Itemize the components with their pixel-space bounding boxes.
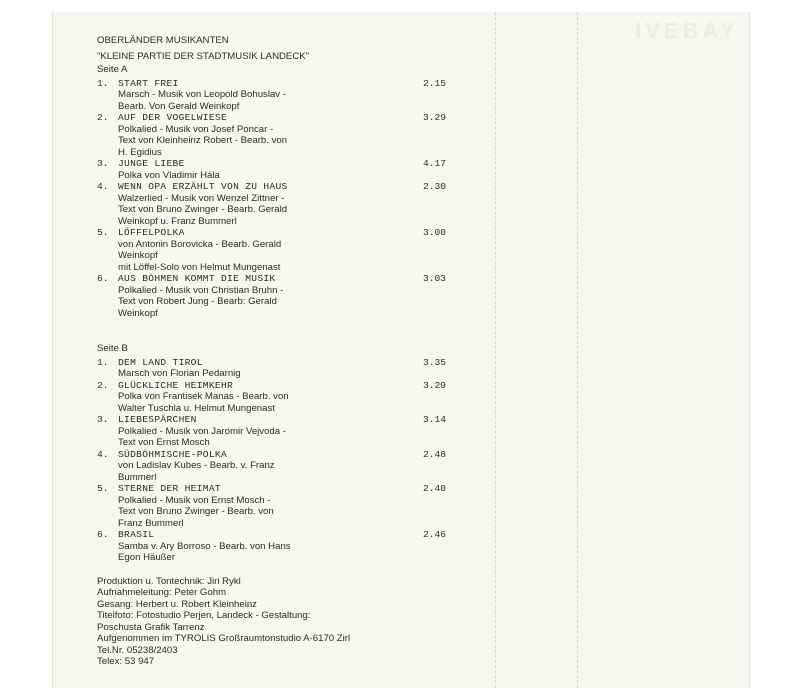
track-duration: 3.35 [423, 356, 447, 368]
track-number: 3. [97, 158, 109, 169]
track-details [118, 529, 423, 564]
track-item [97, 227, 457, 273]
track-details [118, 158, 423, 181]
track-credit-line: Polka von Vladimir Hála [118, 169, 220, 181]
track-title: GLÜCKLICHE HEIMKEHR [118, 379, 234, 391]
track-title: START FREI [118, 77, 179, 89]
track-title: LÖFFELPOLKA [118, 227, 185, 238]
track-title: WENN OPA ERZÄHLT VON ZU HAUS [118, 181, 288, 192]
track-details [118, 414, 423, 449]
track-details [118, 357, 423, 380]
track-credit-line: Franz Bummerl [118, 517, 184, 529]
track-title: JUNGE LIEBE [118, 158, 185, 169]
track-duration: 3.00 [423, 227, 447, 238]
credit-line: Poschusta Grafik Tarrenz [97, 621, 205, 633]
track-credit-line: Polkalied - Musik von Christian Bruhn - [118, 284, 284, 296]
track-title: SÜDBÖHMISCHE-POLKA [118, 448, 228, 460]
track-credit-line: Walzerlied - Musik von Wenzel Zittner - [118, 192, 285, 204]
track-item [97, 483, 457, 529]
track-number: 1. [97, 356, 109, 368]
track-duration: 2.46 [423, 529, 447, 540]
track-credit-line: Weinkopf [118, 250, 158, 261]
track-duration: 3.29 [423, 112, 447, 123]
track-credit-line: Text von Bruno Zwinger - Bearb. Gerald [118, 204, 288, 215]
track-details [118, 449, 423, 484]
track-duration: 2.15 [423, 77, 447, 89]
track-title: DEM LAND TIROL [118, 356, 203, 368]
track-details [118, 483, 423, 529]
track-item [97, 380, 457, 415]
track-credit-line: Bummerl [118, 471, 157, 483]
artist-name: OBERLÄNDER MUSIKANTEN [97, 35, 229, 46]
track-credit-line: Text von Kleinheinz Robert - Bearb. von [118, 135, 288, 146]
fold-line-left [495, 12, 496, 688]
track-item [97, 449, 457, 484]
track-title: BRASIL [118, 529, 155, 540]
track-details [118, 112, 423, 158]
track-credit-line: Polkalied - Musik von Jaromir Vejvoda - [118, 425, 286, 437]
track-credit-line: Weinkopf u. Franz Bummerl [118, 215, 237, 227]
track-details [118, 227, 423, 273]
track-details [118, 78, 423, 113]
track-item [97, 414, 457, 449]
track-details [118, 273, 423, 319]
credit-line: Produktion u. Tontechnik: Jiri Rykl [97, 575, 241, 587]
track-number: 2. [97, 112, 109, 123]
cassette-insert-card [52, 12, 750, 688]
track-credit-line: von Antonin Borovicka - Bearb. Gerald [118, 238, 282, 250]
track-number: 1. [97, 77, 109, 89]
side-a-label: Seite A [97, 64, 128, 75]
track-item [97, 357, 457, 380]
track-credit-line: Walter Tuschla u. Helmut Mungenast [118, 402, 275, 414]
credit-line: Aufgenommen im TYROLIS Großraumtonstudio A-6170 Zirl [97, 633, 351, 644]
track-number: 4. [97, 448, 109, 460]
track-number: 5. [97, 483, 109, 494]
album-title: "KLEINE PARTIE DER STADTMUSIK LANDECK" [97, 50, 310, 62]
track-duration: 3.03 [423, 273, 447, 284]
fold-line-right [577, 12, 578, 688]
track-number: 6. [97, 273, 109, 284]
watermark: IVEBAY [635, 18, 739, 43]
track-duration: 3.29 [423, 379, 447, 391]
credit-line: Gesang: Herbert u. Robert Kleinheinz [97, 598, 257, 610]
track-number: 5. [97, 227, 109, 238]
side-b-tracklist [97, 357, 457, 564]
track-credit-line: Marsch von Florian Pedarnig [118, 368, 241, 379]
track-title: LIEBESPÄRCHEN [118, 414, 197, 425]
track-credit-line: Egon Häußer [118, 552, 176, 563]
credit-line: Telex: 53 947 [97, 656, 155, 667]
track-credit-line: Samba v. Ary Borroso - Bearb. von Hans [118, 540, 291, 552]
track-item [97, 529, 457, 564]
track-duration: 3.14 [423, 414, 447, 425]
track-credit-line: Polkalied - Musik von Josef Poncar - [118, 123, 274, 135]
track-number: 2. [97, 379, 109, 391]
track-credit-line: von Ladislav Kubes - Bearb. v. Franz [118, 460, 275, 471]
credit-line: Titelfoto: Fotostudio Perjen, Landeck - Gestaltung: [97, 610, 311, 621]
track-number: 3. [97, 414, 109, 425]
track-credit-line: Weinkopf [118, 307, 158, 319]
track-credit-line: H. Egidius [118, 146, 162, 158]
track-duration: 2.30 [423, 181, 447, 192]
track-credit-line: mit Löffel-Solo von Helmut Mungenast [118, 261, 281, 273]
credit-line: Aufnahmeleitung: Peter Gohm [97, 587, 227, 598]
track-details [118, 380, 423, 415]
production-credits [97, 576, 457, 668]
track-credit-line: Polka von Frantisek Manas - Bearb. von [118, 391, 289, 402]
track-credit-line: Bearb. Von Gerald Weinkopf [118, 100, 240, 112]
track-title: STERNE DER HEIMAT [118, 483, 221, 494]
track-number: 6. [97, 529, 109, 540]
track-item [97, 158, 457, 181]
track-credit-line: Text von Ernst Mosch [118, 437, 210, 448]
track-item [97, 273, 457, 319]
track-credit-line: Polkalied - Musik von Ernst Mosch - [118, 494, 271, 506]
track-item [97, 78, 457, 113]
side-b-label: Seite B [97, 343, 128, 354]
credit-line: Tel.Nr. 05238/2403 [97, 644, 178, 656]
track-duration: 2.40 [423, 483, 447, 494]
track-duration: 2.48 [423, 448, 447, 460]
track-credit-line: Text von Bruno Zwinger - Bearb. von [118, 506, 274, 517]
track-credit-line: Marsch - Musik von Leopold Bohuslav - [118, 89, 286, 100]
track-duration: 4.17 [423, 158, 447, 169]
track-title: AUF DER VOGELWIESE [118, 112, 228, 123]
track-credit-line: Text von Robert Jung - Bearb: Gerald [118, 296, 277, 307]
tracklist-panel [97, 35, 457, 668]
side-a-tracklist [97, 78, 457, 320]
track-title: AUS BÖHMEN KOMMT DIE MUSIK [118, 273, 276, 284]
track-number: 4. [97, 181, 109, 192]
track-item [97, 112, 457, 158]
track-item [97, 181, 457, 227]
track-details [118, 181, 423, 227]
